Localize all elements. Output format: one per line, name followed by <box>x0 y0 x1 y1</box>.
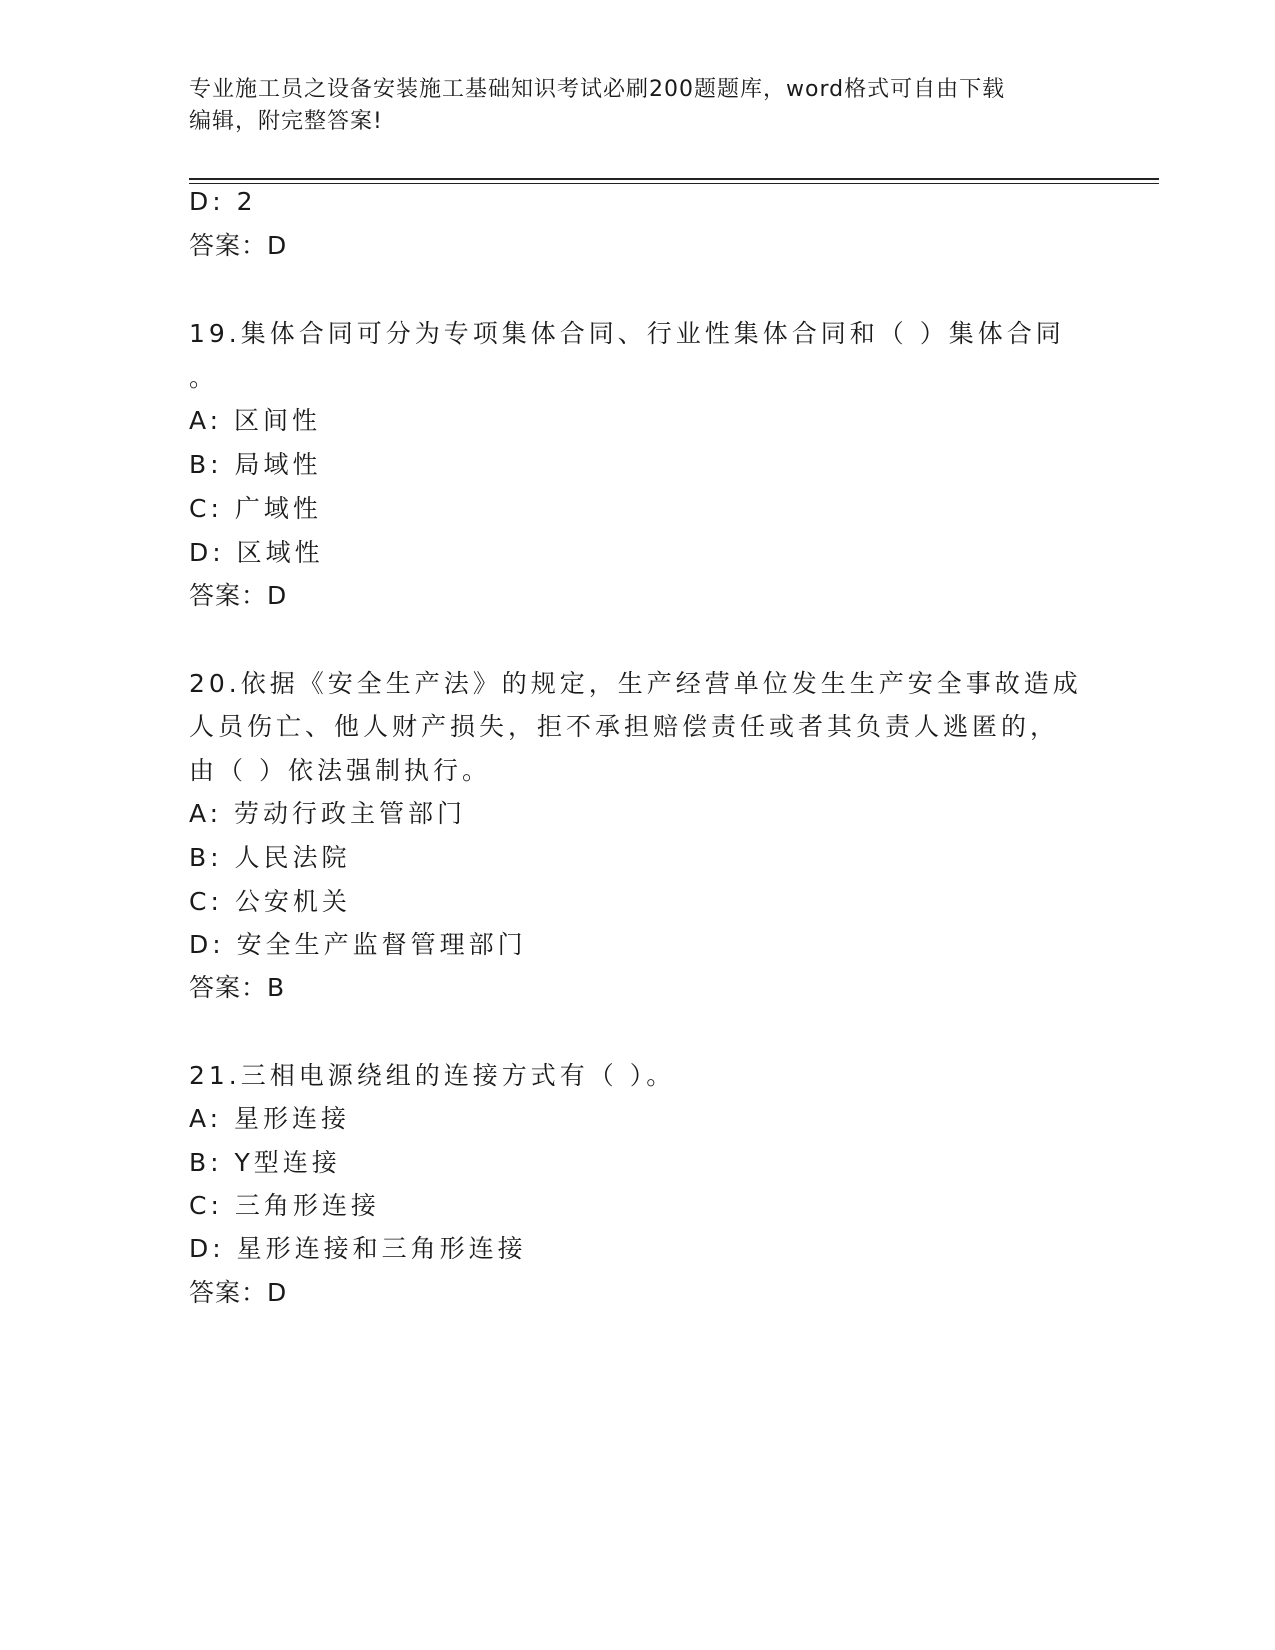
prev-option-d: D: 2 <box>189 187 257 216</box>
q20-option-c: C: 公安机关 <box>189 887 351 916</box>
q20-stem-line-1: 20.依据《安全生产法》的规定，生产经营单位发生生产安全事故造成 <box>189 669 1082 698</box>
q19-option-d: D: 区域性 <box>189 538 324 567</box>
q19-option-b: B: 局域性 <box>189 450 322 479</box>
q20-option-b: B: 人民法院 <box>189 843 351 872</box>
header-divider-thick <box>189 178 1159 180</box>
q19-option-c: C: 广域性 <box>189 494 322 523</box>
q20-answer: 答案：B <box>189 973 286 1002</box>
q21-stem-line-1: 21.三相电源绕组的连接方式有（ ）。 <box>189 1061 676 1090</box>
q19-stem-line-2: 。 <box>189 363 219 392</box>
q19-option-a: A: 区间性 <box>189 406 322 435</box>
q19-answer: 答案：D <box>189 581 288 610</box>
q21-option-d: D: 星形连接和三角形连接 <box>189 1234 527 1263</box>
q19-stem-line-1: 19.集体合同可分为专项集体合同、行业性集体合同和（ ）集体合同 <box>189 319 1065 348</box>
q21-option-a: A: 星形连接 <box>189 1104 351 1133</box>
header-divider-thin <box>189 183 1159 184</box>
header-title-line-2: 编辑，附完整答案! <box>189 109 383 134</box>
prev-answer: 答案：D <box>189 231 288 260</box>
q20-stem-line-3: 由（ ）依法强制执行。 <box>189 756 491 785</box>
q21-option-c: C: 三角形连接 <box>189 1191 380 1220</box>
document-header <box>189 74 1089 138</box>
q20-option-d: D: 安全生产监督管理部门 <box>189 930 527 959</box>
q20-stem-line-2: 人员伤亡、他人财产损失，拒不承担赔偿责任或者其负责人逃匿的， <box>189 712 1060 741</box>
header-title-line-1: 专业施工员之设备安装施工基础知识考试必刷200题题库，word格式可自由下载 <box>189 77 1006 102</box>
q21-answer: 答案：D <box>189 1278 288 1307</box>
q21-option-b: B: Y型连接 <box>189 1148 341 1177</box>
q20-option-a: A: 劳动行政主管部门 <box>189 799 467 828</box>
